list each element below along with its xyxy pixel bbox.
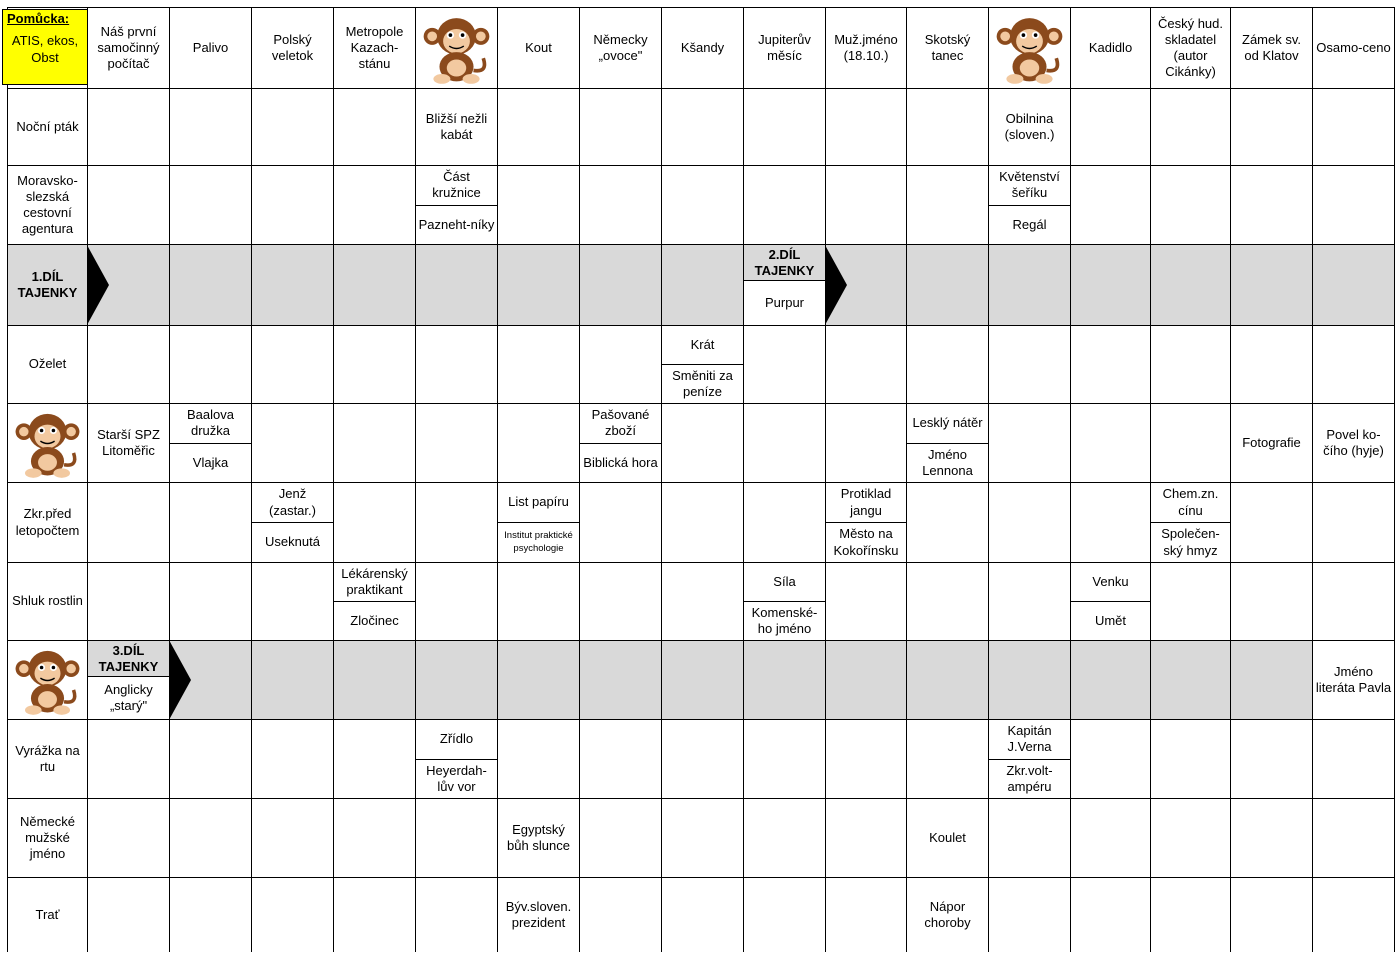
clue-text: Květenství šeříku bbox=[999, 169, 1060, 201]
clue-cell bbox=[1071, 8, 1150, 88]
clue-cell bbox=[252, 483, 333, 562]
clue-cell bbox=[8, 326, 87, 403]
clue-text: Lékárenský praktikant bbox=[341, 565, 408, 597]
clue-cell bbox=[416, 166, 497, 244]
clue-cell bbox=[1071, 563, 1150, 640]
clue-cell bbox=[170, 404, 251, 482]
arrow-icon bbox=[87, 245, 109, 325]
clue-text: Osamo-ceno bbox=[1316, 39, 1391, 55]
hint-text: ATIS, ekos, Obst bbox=[11, 33, 79, 65]
clue-cell bbox=[662, 8, 743, 88]
clue-cell bbox=[334, 8, 415, 88]
clue-text: Náš první samočinný počítač bbox=[97, 23, 160, 72]
grid-line bbox=[1150, 7, 1151, 952]
clue-cell bbox=[8, 89, 87, 165]
clue-text: Starší SPZ Litoměřic bbox=[97, 426, 160, 458]
clue-text: Zkr.volt-ampéru bbox=[989, 759, 1070, 799]
grid-line bbox=[661, 7, 662, 952]
hint-title: Pomůcka: bbox=[7, 11, 70, 26]
clue-cell bbox=[498, 483, 579, 562]
arrow-icon bbox=[825, 245, 847, 325]
clue-text: Oželet bbox=[28, 356, 67, 372]
clue-text: Koulet bbox=[929, 829, 966, 845]
clue-cell bbox=[8, 166, 87, 244]
clue-text: Institut praktické psychologie bbox=[498, 522, 579, 562]
grid-line bbox=[7, 640, 1394, 641]
clue-text: Lesklý nátěr bbox=[912, 415, 983, 431]
clue-text: Anglicky „starý" bbox=[88, 677, 169, 719]
clue-cell bbox=[498, 799, 579, 877]
clue-cell bbox=[334, 563, 415, 640]
clue-text: Noční pták bbox=[16, 118, 79, 134]
clue-text: Metropole Kazach-stánu bbox=[345, 23, 404, 72]
clue-cell bbox=[416, 720, 497, 798]
clue-cell bbox=[8, 720, 87, 798]
clue-cell bbox=[580, 404, 661, 482]
clue-text: Useknutá bbox=[252, 522, 333, 562]
clue-cell bbox=[744, 563, 825, 640]
clue-cell bbox=[8, 799, 87, 877]
grid-line bbox=[251, 7, 252, 952]
clue-cell bbox=[8, 483, 87, 562]
secret-label: 1.DÍL TAJENKY bbox=[17, 269, 78, 300]
clue-cell bbox=[416, 89, 497, 165]
clue-text: Bližší nežli kabát bbox=[425, 110, 488, 142]
clue-text: Zřídlo bbox=[439, 731, 474, 747]
grid-line bbox=[7, 719, 1394, 720]
secret-part bbox=[88, 641, 169, 719]
clue-text: Kout bbox=[525, 39, 552, 55]
clue-cell bbox=[252, 8, 333, 88]
monkey-icon bbox=[989, 8, 1070, 88]
clue-text: Komenské-ho jméno bbox=[744, 601, 825, 640]
grid-line bbox=[7, 88, 1394, 89]
clue-text: Český hud. skladatel (autor Cikánky) bbox=[1157, 15, 1224, 80]
clue-text: Pašované zboží bbox=[591, 407, 650, 439]
clue-text: List papíru bbox=[508, 494, 569, 510]
monkey-icon bbox=[416, 8, 497, 88]
clue-cell bbox=[907, 799, 988, 877]
secret-label: 3.DÍL TAJENKY bbox=[88, 641, 169, 677]
clue-text: Palivo bbox=[192, 39, 229, 55]
clue-text: Shluk rostlin bbox=[12, 593, 83, 609]
clue-text: Polský veletok bbox=[271, 31, 314, 63]
clue-text: Muž.jméno (18.10.) bbox=[834, 31, 898, 63]
clue-text: Jupiterův měsíc bbox=[758, 31, 811, 63]
clue-cell bbox=[989, 89, 1070, 165]
clue-text: Krát bbox=[690, 336, 715, 352]
clue-cell bbox=[88, 8, 169, 88]
clue-text: Jméno Lennona bbox=[907, 443, 988, 483]
clue-cell bbox=[580, 8, 661, 88]
clue-cell bbox=[8, 878, 87, 952]
clue-cell bbox=[88, 404, 169, 482]
clue-text: Chem.zn. cínu bbox=[1162, 486, 1219, 518]
clue-text: Biblická hora bbox=[580, 443, 661, 483]
clue-text: Síla bbox=[773, 573, 796, 589]
clue-text: Pazneht-níky bbox=[416, 205, 497, 245]
grid-line bbox=[743, 7, 744, 952]
clue-text: Protiklad jangu bbox=[840, 486, 892, 518]
clue-text: Kapitán J.Verna bbox=[1007, 723, 1052, 755]
clue-text: Býv.sloven. prezident bbox=[505, 898, 572, 930]
secret-part bbox=[744, 245, 825, 325]
grid-line bbox=[7, 165, 1394, 166]
clue-cell bbox=[1313, 404, 1394, 482]
grid-line bbox=[1070, 7, 1071, 952]
clue-text: Umět bbox=[1071, 601, 1150, 640]
clue-cell bbox=[498, 878, 579, 952]
secret-band-row bbox=[87, 640, 1312, 719]
clue-text: Moravsko-slezská cestovní agentura bbox=[17, 172, 78, 237]
secret-label: 2.DÍL TAJENKY bbox=[744, 245, 825, 281]
secret-part bbox=[8, 245, 87, 325]
grid-line bbox=[7, 877, 1394, 878]
grid-line bbox=[7, 244, 1394, 245]
clue-text: Egyptský bůh slunce bbox=[507, 821, 570, 853]
clue-text: Purpur bbox=[744, 281, 825, 325]
arrow-icon bbox=[169, 640, 191, 720]
clue-text: Jméno literáta Pavla bbox=[1315, 663, 1392, 695]
clue-text: Fotografie bbox=[1242, 434, 1301, 450]
clue-text: Kadidlo bbox=[1088, 39, 1133, 55]
clue-cell bbox=[826, 483, 906, 562]
clue-text: Vyrážka na rtu bbox=[15, 742, 80, 774]
clue-text: Obilnina (sloven.) bbox=[1004, 110, 1055, 142]
clue-text: Venku bbox=[1092, 573, 1129, 589]
clue-text: Německy „ovoce" bbox=[593, 31, 648, 63]
clue-text: Zámek sv. od Klatov bbox=[1242, 31, 1301, 63]
grid-line bbox=[1394, 7, 1395, 952]
clue-cell bbox=[1231, 8, 1312, 88]
clue-cell bbox=[907, 404, 988, 482]
clue-cell bbox=[1313, 641, 1394, 719]
grid-line bbox=[7, 798, 1394, 799]
clue-cell bbox=[989, 720, 1070, 798]
clue-text: Vlajka bbox=[170, 443, 251, 483]
grid-line bbox=[333, 7, 334, 952]
clue-cell bbox=[826, 8, 906, 88]
secret-band-row bbox=[7, 244, 1394, 325]
clue-text: Regál bbox=[989, 205, 1070, 245]
clue-text: Část kružnice bbox=[432, 169, 481, 201]
clue-text: Skotský tanec bbox=[924, 31, 971, 63]
clue-cell bbox=[744, 8, 825, 88]
clue-cell bbox=[170, 8, 251, 88]
clue-text: Jenž (zastar.) bbox=[269, 486, 316, 518]
clue-text: Směniti za peníze bbox=[662, 364, 743, 403]
clue-cell bbox=[498, 8, 579, 88]
hint-box bbox=[2, 9, 88, 85]
clue-text: Společen-ský hmyz bbox=[1151, 522, 1230, 562]
clue-text: Nápor choroby bbox=[924, 898, 971, 930]
clue-text: Baalova družka bbox=[187, 407, 234, 439]
monkey-icon bbox=[8, 641, 87, 719]
clue-cell bbox=[989, 166, 1070, 244]
clue-text: Kšandy bbox=[680, 39, 725, 55]
clue-text: Trať bbox=[35, 906, 60, 922]
grid-line bbox=[825, 7, 826, 952]
clue-text: Zločinec bbox=[334, 601, 415, 640]
monkey-icon bbox=[8, 404, 87, 482]
clue-cell bbox=[1151, 483, 1230, 562]
grid-line bbox=[7, 562, 1394, 563]
clue-text: Zkr.před letopočtem bbox=[15, 506, 80, 538]
clue-cell bbox=[8, 563, 87, 640]
clue-cell bbox=[907, 8, 988, 88]
clue-cell bbox=[1313, 8, 1394, 88]
clue-text: Povel ko-čího (hyje) bbox=[1323, 426, 1384, 458]
clue-cell bbox=[1151, 8, 1230, 88]
clue-cell bbox=[1231, 404, 1312, 482]
clue-text: Město na Kokořínsku bbox=[826, 522, 906, 562]
clue-cell bbox=[907, 878, 988, 952]
clue-text: Německé mužské jméno bbox=[20, 813, 75, 862]
clue-cell bbox=[662, 326, 743, 403]
clue-text: Heyerdah-lův vor bbox=[416, 759, 497, 799]
